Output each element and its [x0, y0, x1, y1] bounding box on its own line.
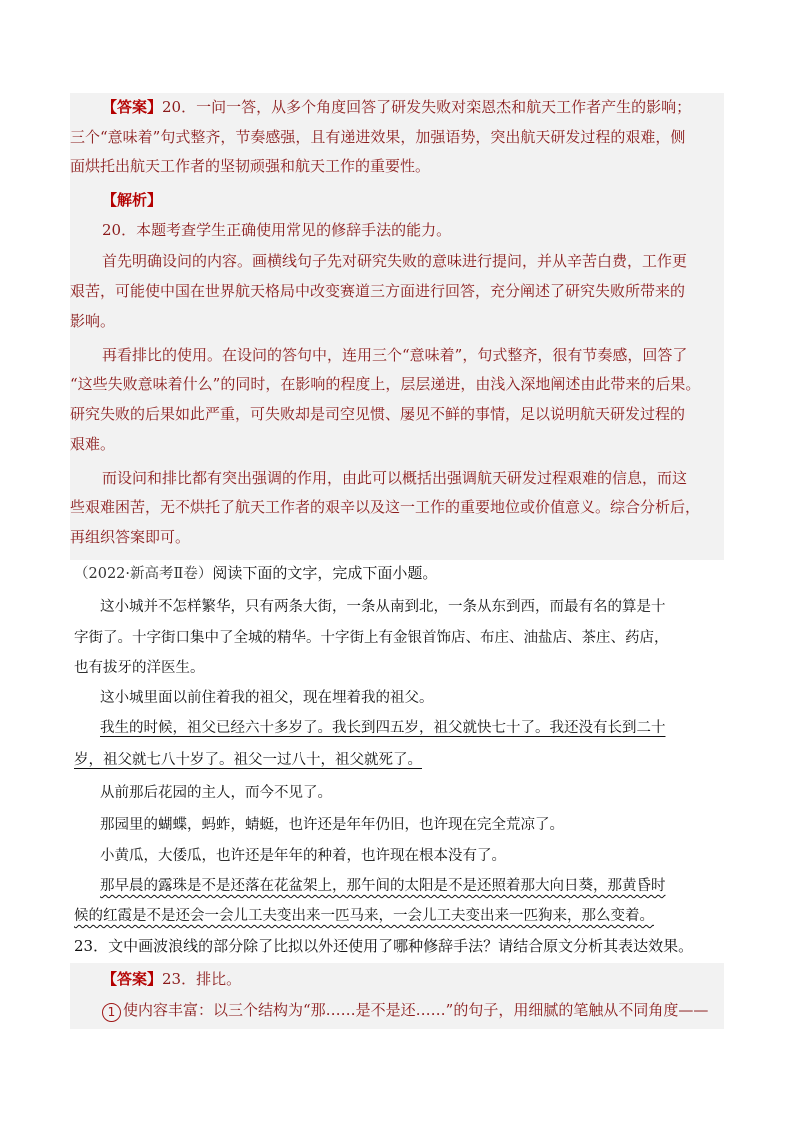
- answer-block: [70, 93, 724, 185]
- answer-23-point: 1 使内容丰富：以三个结构为“那……是不是还……”的句子，用细腻的笔触从不同角度——: [102, 1000, 708, 1022]
- passage-line-wavy: 候的红霞是不是还会一会儿工夫变出来一匹马来，一会儿工夫变出来一匹狗来，那么变着。: [74, 908, 654, 924]
- answer-line: 面烘托出航天工作者的坚韧顽强和航天工作的重要性。: [70, 157, 431, 175]
- source-label: （2022·新高考Ⅱ卷）: [74, 566, 213, 582]
- passage-line: 这小城里面以前住着我的祖父，现在埋着我的祖父。: [100, 690, 434, 706]
- source-line: [74, 563, 437, 584]
- passage-line-wavy: 那早晨的露珠是不是还落在花盆架上，那午间的太阳是不是还照着那大向日葵，那黄昏时: [100, 878, 666, 894]
- answer-line: 【答案】20．一问一答，从多个角度回答了研发失败对栾恩杰和航天工作者产生的影响；: [102, 98, 692, 116]
- analysis-line: 些艰难困苦，无不烘托了航天工作者的艰辛以及这一工作的重要地位或价值意义。综合分析后，: [70, 498, 701, 516]
- circled-number-icon: 1: [102, 1003, 121, 1022]
- answer-23-tag: 【答案】: [102, 970, 163, 988]
- passage-line: 这小城并不怎样繁华，只有两条大街，一条从南到北，一条从东到西，而最有名的算是十: [100, 599, 666, 615]
- passage-line: 小黄瓜，大倭瓜，也许还是年年的种着，也许现在根本没有了。: [100, 848, 506, 864]
- analysis-line: 研究失败的后果如此严重，可失败却是司空见惯、屡见不鲜的事情，足以说明航天研发过程的: [70, 405, 686, 423]
- answer-tag: 【答案】: [102, 98, 163, 116]
- analysis-line: 艰难。: [70, 435, 116, 453]
- passage-line: 也有拔牙的洋医生。: [74, 660, 205, 676]
- passage-line-underlined: 岁，祖父就七八十岁了。祖父一过八十，祖父就死了。: [74, 752, 422, 768]
- passage-line: 从前那后花园的主人，而今不见了。: [100, 785, 332, 801]
- analysis-line: 再组织答案即可。: [70, 528, 191, 546]
- analysis-line: 20．本题考查学生正确使用常见的修辞手法的能力。: [102, 221, 452, 239]
- passage-line-underlined: 我生的时候，祖父已经六十多岁了。我长到四五岁，祖父就快七十了。我还没有长到二十: [100, 720, 666, 736]
- analysis-line: “这些失败意味着什么”的同时，在影响的程度上，层层递进，由浅入深地阐述由此带来的后果。: [70, 375, 701, 393]
- passage-line: 那园里的蝴蝶，蚂蚱，蜻蜓，也许还是年年仍旧，也许现在完全荒凉了。: [100, 817, 564, 833]
- analysis-line: 影响。: [70, 312, 116, 330]
- answer-23-block: [70, 963, 724, 1029]
- analysis-line: 首先明确设问的内容。画横线句子先对研究失败的意味进行提问，并从辛苦白费，工作更: [102, 252, 688, 270]
- passage-line: 字街了。十字街口集中了全城的精华。十字街上有金银首饰店、布庄、油盐店、茶庄、药店，: [74, 630, 669, 646]
- analysis-block: [70, 185, 724, 560]
- analysis-tag: 【解析】: [102, 191, 163, 209]
- analysis-line: 再看排比的使用。在设问的答句中，连用三个“意味着”，句式整齐，很有节奏感，回答了: [102, 346, 688, 364]
- question-23: 23．文中画波浪线的部分除了比拟以外还使用了哪种修辞手法？请结合原文分析其表达效果。: [74, 937, 694, 955]
- analysis-line: 艰苦，可能使中国在世界航天格局中改变赛道三方面进行回答，充分阐述了研究失败所带来的: [70, 282, 686, 300]
- answer-23-line: 【答案】23．排比。: [102, 970, 242, 988]
- analysis-line: 而设问和排比都有突出强调的作用，由此可以概括出强调航天研发过程艰难的信息，而这: [102, 469, 688, 487]
- source-instruction: 阅读下面的文字，完成下面小题。: [212, 564, 438, 582]
- answer-line: 三个“意味着”句式整齐，节奏感强，且有递进效果，加强语势，突出航天研发过程的艰难，侧: [70, 128, 686, 146]
